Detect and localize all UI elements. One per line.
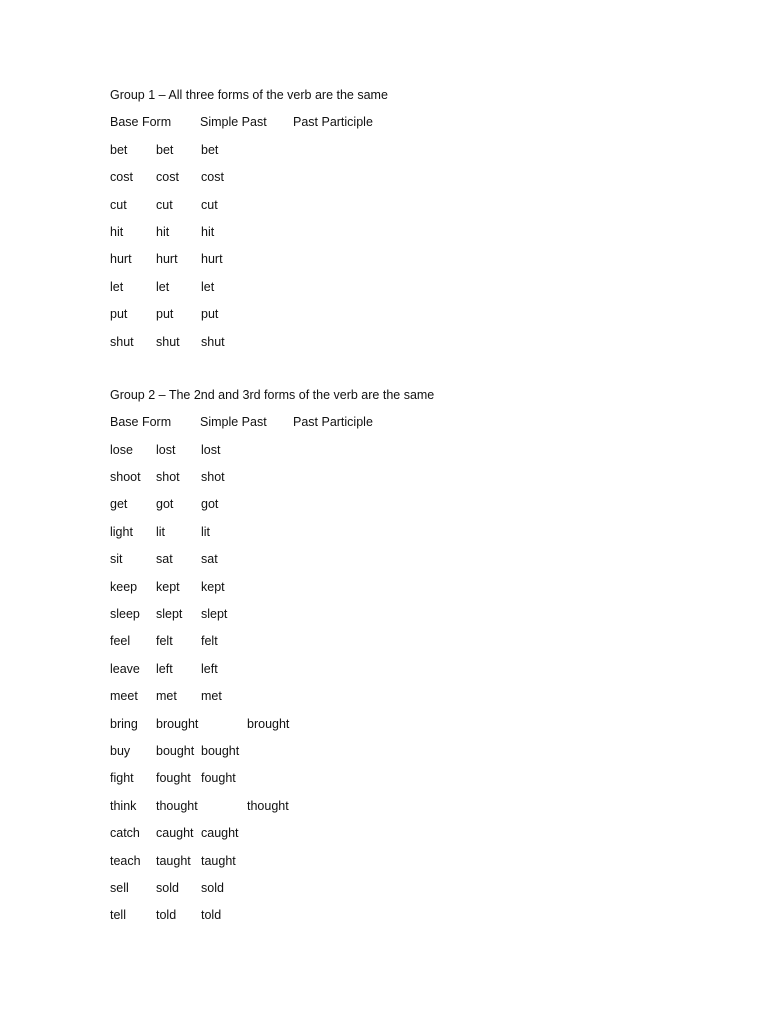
- verb-simple-past: bought: [156, 743, 195, 758]
- column-header-row: [110, 113, 730, 140]
- verb-past-participle: cut: [201, 197, 218, 212]
- header-past-participle: Past Participle: [293, 115, 373, 130]
- verb-past-participle: brought: [247, 716, 290, 731]
- verb-row: [110, 797, 730, 824]
- verb-past-participle: sold: [201, 880, 224, 895]
- verb-row: [110, 742, 730, 769]
- verb-simple-past: sold: [156, 880, 179, 895]
- verb-row: [110, 250, 730, 277]
- verb-simple-past: shot: [156, 470, 180, 485]
- verb-simple-past: hurt: [156, 252, 178, 267]
- verb-simple-past: taught: [156, 853, 191, 868]
- verb-groups-document: [110, 86, 730, 934]
- header-simple-past: Simple Past: [200, 115, 267, 130]
- verb-row: [110, 824, 730, 851]
- verb-simple-past: left: [156, 661, 173, 676]
- verb-base-form: put: [110, 307, 128, 322]
- verb-past-participle: bet: [201, 142, 219, 157]
- group-title: Group 1 – All three forms of the verb are the same: [110, 88, 388, 102]
- verb-row: [110, 715, 730, 742]
- verb-simple-past: cut: [156, 197, 173, 212]
- verb-simple-past: caught: [156, 826, 194, 841]
- verb-row: [110, 605, 730, 632]
- verb-base-form: tell: [110, 908, 126, 923]
- verb-base-form: think: [110, 798, 137, 813]
- verb-row: [110, 660, 730, 687]
- verb-simple-past: slept: [156, 607, 183, 622]
- verb-row: [110, 441, 730, 468]
- verb-simple-past: lost: [156, 442, 176, 457]
- verb-base-form: hurt: [110, 252, 132, 267]
- header-base-form: Base Form: [110, 415, 172, 430]
- verb-simple-past: thought: [156, 798, 198, 813]
- verb-simple-past: brought: [156, 716, 199, 731]
- verb-past-participle: felt: [201, 634, 218, 649]
- column-header-row: [110, 413, 730, 440]
- verb-past-participle: hurt: [201, 252, 223, 267]
- verb-simple-past: bet: [156, 142, 174, 157]
- verb-base-form: meet: [110, 689, 138, 704]
- verb-simple-past: got: [156, 497, 174, 512]
- verb-past-participle: let: [201, 279, 215, 294]
- verb-row: [110, 550, 730, 577]
- verb-row: [110, 141, 730, 168]
- verb-base-form: lose: [110, 442, 133, 457]
- verb-simple-past: felt: [156, 634, 173, 649]
- verb-past-participle: caught: [201, 826, 239, 841]
- verb-base-form: buy: [110, 743, 131, 758]
- verb-past-participle: kept: [201, 579, 225, 594]
- verb-base-form: light: [110, 524, 133, 539]
- verb-past-participle: cost: [201, 170, 224, 185]
- verb-past-participle: bought: [201, 743, 240, 758]
- verb-row: [110, 278, 730, 305]
- verb-group-2: [110, 386, 730, 934]
- verb-base-form: cut: [110, 197, 127, 212]
- verb-base-form: bet: [110, 142, 128, 157]
- verb-past-participle: told: [201, 908, 222, 923]
- verb-past-participle: sat: [201, 552, 218, 567]
- verb-base-form: shoot: [110, 470, 141, 485]
- verb-row: [110, 168, 730, 195]
- verb-base-form: sit: [110, 552, 123, 567]
- verb-row: [110, 578, 730, 605]
- verb-simple-past: hit: [156, 224, 170, 239]
- verb-simple-past: sat: [156, 552, 173, 567]
- verb-base-form: get: [110, 497, 128, 512]
- verb-simple-past: kept: [156, 579, 180, 594]
- verb-past-participle: hit: [201, 224, 215, 239]
- verb-simple-past: lit: [156, 524, 166, 539]
- verb-row: [110, 879, 730, 906]
- verb-simple-past: met: [156, 689, 177, 704]
- verb-row: [110, 523, 730, 550]
- verb-past-participle: got: [201, 497, 219, 512]
- verb-row: [110, 223, 730, 250]
- group-title: Group 2 – The 2nd and 3rd forms of the verb are the same: [110, 387, 435, 402]
- verb-base-form: teach: [110, 853, 141, 868]
- verb-row: [110, 196, 730, 223]
- verb-base-form: let: [110, 279, 124, 294]
- verb-simple-past: put: [156, 307, 174, 322]
- verb-base-form: fight: [110, 771, 134, 786]
- verb-row: [110, 632, 730, 659]
- verb-row: [110, 468, 730, 495]
- header-past-participle: Past Participle: [293, 415, 373, 430]
- verb-past-participle: shut: [201, 334, 225, 349]
- header-base-form: Base Form: [110, 115, 172, 130]
- group-spacer: [110, 360, 730, 386]
- verb-simple-past: told: [156, 908, 177, 923]
- verb-past-participle: put: [201, 307, 219, 322]
- verb-simple-past: fought: [156, 771, 191, 786]
- verb-past-participle: taught: [201, 853, 236, 868]
- header-simple-past: Simple Past: [200, 415, 267, 430]
- verb-row: [110, 906, 730, 933]
- verb-past-participle: slept: [201, 607, 228, 622]
- verb-base-form: hit: [110, 224, 124, 239]
- verb-row: [110, 769, 730, 796]
- verb-row: [110, 687, 730, 714]
- verb-group-1: [110, 86, 730, 360]
- verb-past-participle: left: [201, 661, 218, 676]
- verb-base-form: feel: [110, 634, 131, 649]
- verb-past-participle: fought: [201, 771, 236, 786]
- verb-base-form: sleep: [110, 607, 140, 622]
- verb-past-participle: shot: [201, 470, 225, 485]
- verb-base-form: shut: [110, 334, 134, 349]
- verb-base-form: catch: [110, 826, 140, 841]
- verb-base-form: sell: [110, 880, 129, 895]
- verb-past-participle: lit: [201, 524, 211, 539]
- verb-base-form: bring: [110, 716, 138, 731]
- verb-base-form: cost: [110, 170, 133, 185]
- verb-simple-past: cost: [156, 170, 179, 185]
- verb-base-form: leave: [110, 661, 140, 676]
- verb-past-participle: lost: [201, 442, 221, 457]
- verb-simple-past: let: [156, 279, 170, 294]
- verb-row: [110, 333, 730, 360]
- verb-row: [110, 495, 730, 522]
- verb-base-form: keep: [110, 579, 138, 594]
- verb-row: [110, 852, 730, 879]
- verb-simple-past: shut: [156, 334, 180, 349]
- verb-past-participle: thought: [247, 798, 289, 813]
- verb-past-participle: met: [201, 689, 222, 704]
- verb-row: [110, 305, 730, 332]
